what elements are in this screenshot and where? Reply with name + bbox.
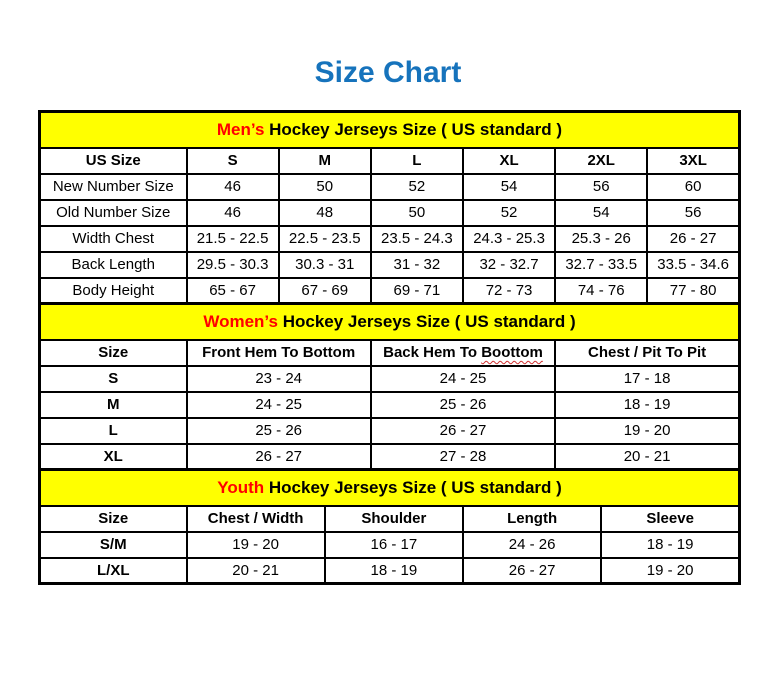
data-cell: 77 - 80 [647, 278, 739, 304]
column-header-cell: S [187, 148, 279, 174]
row-label-cell: L [40, 418, 187, 444]
table-row [40, 418, 740, 444]
page-title: Size Chart [314, 56, 462, 89]
data-cell: 52 [463, 200, 555, 226]
column-header-cell: 3XL [647, 148, 739, 174]
data-cell: 16 - 17 [325, 532, 463, 558]
data-cell: 33.5 - 34.6 [647, 252, 739, 278]
table-row [40, 278, 740, 304]
row-label-cell: S [40, 366, 187, 392]
banner-text: Hockey Jerseys Size ( US standard ) [264, 119, 563, 139]
size-tables-container [38, 110, 738, 585]
row-label-cell: Back Length [40, 252, 187, 278]
data-cell: 26 - 27 [463, 558, 601, 584]
table-banner [40, 470, 740, 506]
data-cell: 19 - 20 [601, 558, 739, 584]
row-label-cell: XL [40, 444, 187, 470]
table-row [40, 392, 740, 418]
data-cell: 25 - 26 [187, 418, 371, 444]
column-header-cell: Chest / Width [187, 506, 325, 532]
data-cell: 54 [463, 174, 555, 200]
data-cell: 67 - 69 [279, 278, 371, 304]
data-cell: 50 [279, 174, 371, 200]
data-cell: 26 - 27 [371, 418, 555, 444]
column-header-cell: L [371, 148, 463, 174]
data-cell: 21.5 - 22.5 [187, 226, 279, 252]
row-label-cell: M [40, 392, 187, 418]
table-row [40, 558, 740, 584]
data-cell: 46 [187, 200, 279, 226]
table-banner [40, 112, 740, 148]
data-cell: 23.5 - 24.3 [371, 226, 463, 252]
data-cell: 26 - 27 [647, 226, 739, 252]
column-header-cell: Chest / Pit To Pit [555, 340, 739, 366]
table-row [40, 200, 740, 226]
youth-size-table [38, 468, 741, 585]
data-cell: 17 - 18 [555, 366, 739, 392]
data-cell: 20 - 21 [187, 558, 325, 584]
data-cell: 27 - 28 [371, 444, 555, 470]
data-cell: 23 - 24 [187, 366, 371, 392]
banner-highlight: Men’s [216, 119, 265, 139]
column-header-cell: Shoulder [325, 506, 463, 532]
column-header-cell: XL [463, 148, 555, 174]
data-cell: 18 - 19 [325, 558, 463, 584]
data-cell: 19 - 20 [555, 418, 739, 444]
column-header-cell: M [279, 148, 371, 174]
data-cell: 32 - 32.7 [463, 252, 555, 278]
data-cell: 54 [555, 200, 647, 226]
data-cell: 24 - 26 [463, 532, 601, 558]
data-cell: 52 [371, 174, 463, 200]
data-cell: 25.3 - 26 [555, 226, 647, 252]
data-cell: 19 - 20 [187, 532, 325, 558]
table-row [40, 532, 740, 558]
data-cell: 24.3 - 25.3 [463, 226, 555, 252]
misspelled-word: Boottom [481, 344, 543, 361]
data-cell: 69 - 71 [371, 278, 463, 304]
column-header-cell: Size [40, 506, 187, 532]
data-cell: 25 - 26 [371, 392, 555, 418]
row-label-cell: Width Chest [40, 226, 187, 252]
data-cell: 72 - 73 [463, 278, 555, 304]
data-cell: 65 - 67 [187, 278, 279, 304]
row-label-cell: New Number Size [40, 174, 187, 200]
table-row [40, 366, 740, 392]
banner-highlight: Youth [217, 477, 265, 497]
data-cell: 74 - 76 [555, 278, 647, 304]
data-cell: 56 [555, 174, 647, 200]
row-label-cell: Old Number Size [40, 200, 187, 226]
data-cell: 18 - 19 [601, 532, 739, 558]
banner-text: Hockey Jerseys Size ( US standard ) [264, 477, 562, 497]
data-cell: 32.7 - 33.5 [555, 252, 647, 278]
banner-highlight: Women’s [203, 311, 278, 331]
row-label-cell: S/M [40, 532, 187, 558]
data-cell: 29.5 - 30.3 [187, 252, 279, 278]
data-cell: 26 - 27 [187, 444, 371, 470]
table-row [40, 252, 740, 278]
column-header-cell: Size [40, 340, 187, 366]
column-header-cell: Front Hem To Bottom [187, 340, 371, 366]
data-cell: 46 [187, 174, 279, 200]
column-header-cell: Back Hem To Boottom [371, 340, 555, 366]
table-row [40, 174, 740, 200]
table-row [40, 226, 740, 252]
column-header-cell: 2XL [555, 148, 647, 174]
column-header-cell: Length [463, 506, 601, 532]
data-cell: 24 - 25 [371, 366, 555, 392]
data-cell: 56 [647, 200, 739, 226]
column-header-cell: Sleeve [601, 506, 739, 532]
row-label-cell: L/XL [40, 558, 187, 584]
table-row [40, 444, 740, 470]
data-cell: 48 [279, 200, 371, 226]
data-cell: 18 - 19 [555, 392, 739, 418]
data-cell: 60 [647, 174, 739, 200]
data-cell: 22.5 - 23.5 [279, 226, 371, 252]
column-header-cell: US Size [40, 148, 187, 174]
mens-size-table [38, 110, 741, 305]
data-cell: 20 - 21 [555, 444, 739, 470]
table-banner [40, 304, 740, 340]
banner-text: Hockey Jerseys Size ( US standard ) [277, 311, 576, 331]
row-label-cell: Body Height [40, 278, 187, 304]
data-cell: 24 - 25 [187, 392, 371, 418]
womens-size-table [38, 302, 741, 471]
data-cell: 31 - 32 [371, 252, 463, 278]
data-cell: 30.3 - 31 [279, 252, 371, 278]
data-cell: 50 [371, 200, 463, 226]
